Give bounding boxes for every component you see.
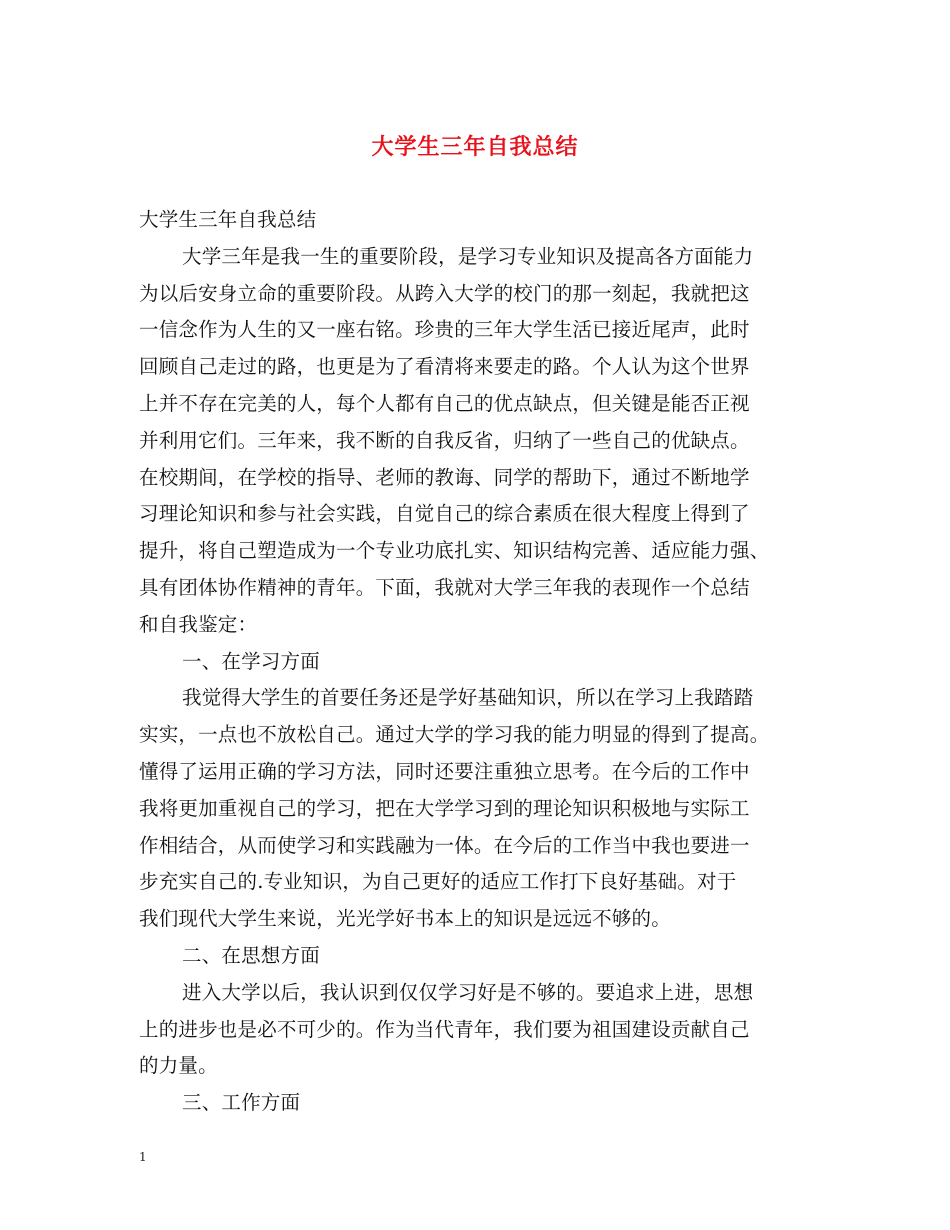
document-body: [139, 202, 817, 1122]
body-line: 提升，将自己塑造成为一个专业功底扎实、知识结构完善、适应能力强、: [139, 539, 770, 563]
body-line: 的力量。: [139, 1054, 218, 1078]
body-line-heading: 大学生三年自我总结: [139, 208, 317, 231]
body-line: 回顾自己走过的路，也更是为了看清将来要走的路。个人认为这个世界: [139, 355, 750, 379]
body-line: 大学三年是我一生的重要阶段，是学习专业知识及提高各方面能力: [182, 244, 754, 268]
body-line: 一信念作为人生的又一座右铭。珍贵的三年大学生活已接近尾声，此时: [139, 318, 750, 342]
body-line: 为以后安身立命的重要阶段。从跨入大学的校门的那一刻起，我就把这: [139, 281, 750, 305]
body-line: 作相结合，从而使学习和实践融为一体。在今后的工作当中我也要进一: [139, 833, 750, 857]
body-line: 我将更加重视自己的学习，把在大学学习到的理论知识积极地与实际工: [139, 796, 750, 820]
body-line: 进入大学以后，我认识到仅仅学习好是不够的。要追求上进，思想: [182, 980, 754, 1004]
body-line: 懂得了运用正确的学习方法，同时还要注重独立思考。在今后的工作中: [139, 759, 750, 783]
section-heading-study: 一、在学习方面: [182, 649, 320, 673]
page-number: 1: [139, 1150, 147, 1164]
body-line: 我觉得大学生的首要任务还是学好基础知识，所以在学习上我踏踏: [182, 686, 754, 710]
body-line: 具有团体协作精神的青年。下面，我就对大学三年我的表现作一个总结: [139, 575, 750, 599]
body-line: 和自我鉴定：: [139, 612, 258, 636]
body-line: 上并不存在完美的人，每个人都有自己的优点缺点，但关键是能否正视: [139, 391, 750, 415]
body-line: 上的进步也是必不可少的。作为当代青年，我们要为祖国建设贡献自己: [139, 1017, 750, 1041]
body-line: 在校期间，在学校的指导、老师的教诲、同学的帮助下，通过不断地学: [139, 465, 750, 489]
body-line: 我们现代大学生来说，光光学好书本上的知识是远远不够的。: [139, 907, 671, 931]
section-heading-work: 三、工作方面: [182, 1091, 301, 1115]
body-line: 习理论知识和参与社会实践，自觉自己的综合素质在很大程度上得到了: [139, 502, 750, 526]
section-heading-thought: 二、在思想方面: [182, 943, 320, 967]
document-title: 大学生三年自我总结: [371, 134, 579, 160]
body-line: 实实，一点也不放松自己。通过大学的学习我的能力明显的得到了提高。: [139, 723, 770, 747]
body-line: 步充实自己的.专业知识，为自己更好的适应工作打下良好基础。对于: [139, 870, 737, 894]
body-line: 并利用它们。三年来，我不断的自我反省，归纳了一些自己的优缺点。: [139, 428, 750, 452]
